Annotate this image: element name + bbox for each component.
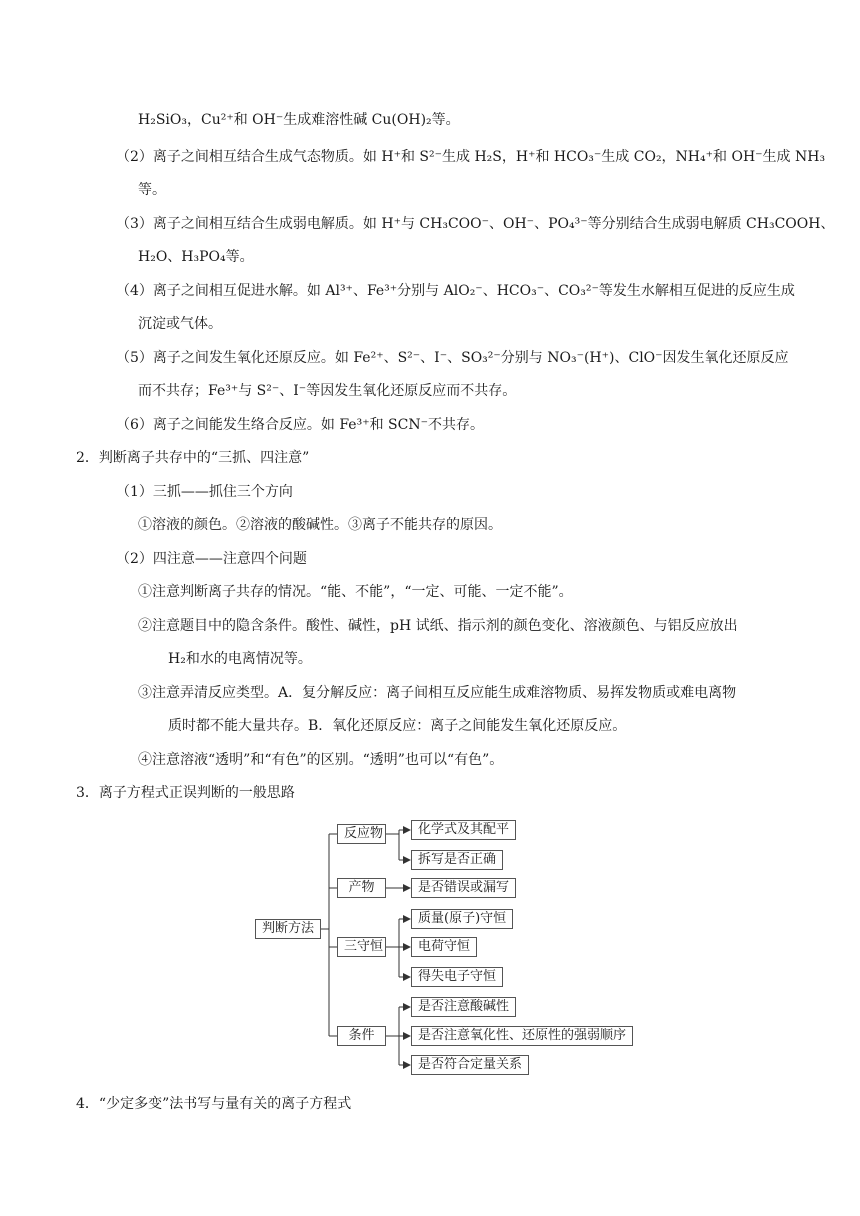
flowchart-item: 拆写是否正确 — [411, 850, 503, 870]
text-line: （2）四注意——注意四个问题 — [116, 551, 307, 567]
flowchart-item: 得失电子守恒 — [411, 967, 503, 987]
text-line: 质时都不能大量共存。B．氧化还原反应：离子之间能发生氧化还原反应。 — [168, 718, 627, 734]
flowchart-branch-conservation: 三守恒 — [337, 937, 386, 957]
flowchart-branch-conditions: 条件 — [337, 1026, 386, 1046]
text-line: H₂和水的电离情况等。 — [168, 651, 312, 667]
text-line: （5）离子之间发生氧化还原反应。如 Fe²⁺、S²⁻、I⁻、SO₃²⁻分别与 NO₃⁻(H⁺)、ClO⁻因发生氧化还原反应 — [116, 350, 789, 366]
flowchart-root: 判断方法 — [255, 919, 321, 939]
flowchart-branch-reactants: 反应物 — [337, 824, 386, 844]
text-line: 4．“少定多变”法书写与量有关的离子方程式 — [76, 1096, 352, 1112]
text-line: 2．判断离子共存中的“三抓、四注意” — [76, 450, 310, 466]
flowchart-branch-products: 产物 — [337, 878, 386, 898]
flowchart-item: 是否错误或漏写 — [411, 878, 516, 898]
flowchart-item: 化学式及其配平 — [411, 820, 516, 840]
flowchart-item: 是否符合定量关系 — [411, 1055, 529, 1075]
text-line: （6）离子之间能发生络合反应。如 Fe³⁺和 SCN⁻不共存。 — [116, 417, 484, 433]
text-line: （4）离子之间相互促进水解。如 Al³⁺、Fe³⁺分别与 AlO₂⁻、HCO₃⁻、CO₃²⁻等发生水解相互促进的反应生成 — [116, 283, 795, 299]
text-line: 3．离子方程式正误判断的一般思路 — [76, 785, 295, 801]
text-line: （1）三抓——抓住三个方向 — [116, 484, 293, 500]
text-line: ①注意判断离子共存的情况。“能、不能”，“一定、可能、一定不能”。 — [138, 584, 573, 600]
text-line: 沉淀或气体。 — [138, 316, 222, 332]
text-line: （2）离子之间相互结合生成气态物质。如 H⁺和 S²⁻生成 H₂S，H⁺和 HCO₃⁻生成 CO₂，NH₄⁺和 OH⁻生成 NH₃ — [116, 149, 826, 165]
flowchart-item: 电荷守恒 — [411, 937, 477, 957]
text-line: H₂O、H₃PO₄等。 — [138, 249, 254, 265]
text-line: 而不共存；Fe³⁺与 S²⁻、I⁻等因发生氧化还原反应而不共存。 — [138, 383, 517, 399]
text-line: 等。 — [138, 182, 166, 198]
flowchart-item: 是否注意氧化性、还原性的强弱顺序 — [411, 1026, 633, 1046]
text-line: ③注意弄清反应类型。A．复分解反应：离子间相互反应能生成难溶物质、易挥发物质或难电离物 — [138, 685, 737, 701]
text-line: ④注意溶液“透明”和“有色”的区别。“透明”也可以“有色”。 — [138, 752, 504, 768]
flowchart-item: 质量(原子)守恒 — [411, 909, 513, 929]
judgment-flowchart — [255, 818, 645, 1080]
text-line: ①溶液的颜色。②溶液的酸碱性。③离子不能共存的原因。 — [138, 517, 502, 533]
flowchart-item: 是否注意酸碱性 — [411, 997, 516, 1017]
text-line: H₂SiO₃，Cu²⁺和 OH⁻生成难溶性碱 Cu(OH)₂等。 — [138, 112, 460, 128]
text-line: ②注意题目中的隐含条件。酸性、碱性，pH 试纸、指示剂的颜色变化、溶液颜色、与铝反应放出 — [138, 618, 738, 634]
text-line: （3）离子之间相互结合生成弱电解质。如 H⁺与 CH₃COO⁻、OH⁻、PO₄³⁻等分别结合生成弱电解质 CH₃COOH、 — [116, 216, 835, 232]
